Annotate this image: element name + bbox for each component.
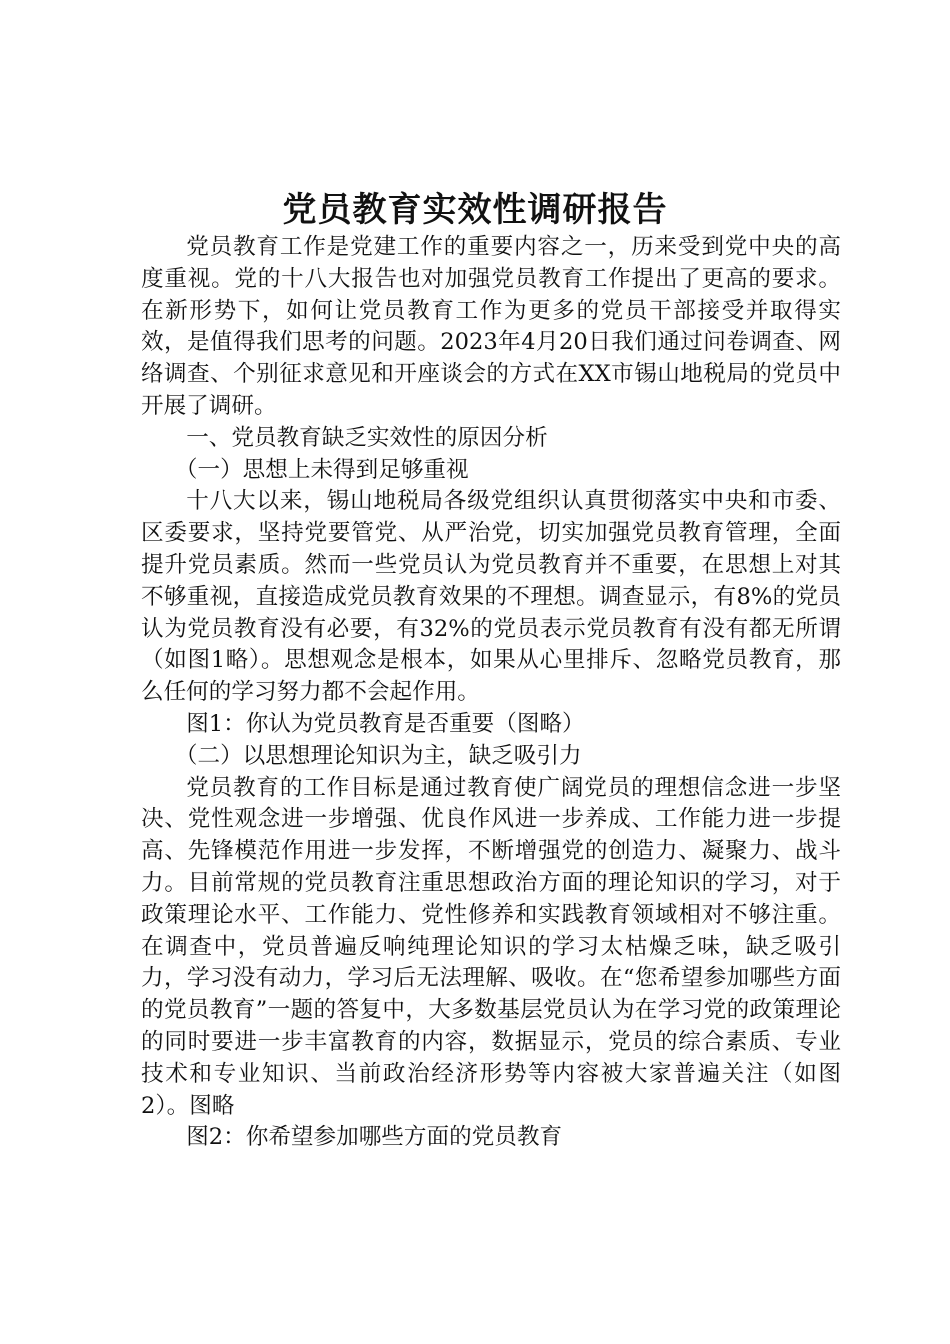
figure-caption-2: 图2：你希望参加哪些方面的党员教育 — [186, 1124, 563, 1151]
intro-paragraph: 党员教育工作是党建工作的重要内容之一，历来受到党中央的高度重视。党的十八大报告也对加强党员教育工作提出了更高的要求。在新形势下，如何让党员教育工作为更多的党员干部接受并取得实效，是值得我们思考的问题。2023年4月20日我们通过问卷调查、网络调查、个别征求意见和开座谈会的方式在XX市锡山地税局的党员中开展了调研。 — [141, 234, 841, 419]
subsection-heading-1: （一）思想上未得到足够重视 — [174, 456, 469, 483]
subsection-heading-2: （二）以思想理论知识为主，缺乏吸引力 — [174, 742, 582, 769]
figure-caption-1: 图1：你认为党员教育是否重要（图略） — [186, 710, 585, 737]
document-body — [141, 232, 841, 1154]
document-title: 党员教育实效性调研报告 — [282, 190, 668, 230]
subsection-body-2: 党员教育的工作目标是通过教育使广阔党员的理想信念进一步坚决、党性观念进一步增强、优良作风进一步养成、工作能力进一步提高、先锋模范作用进一步发挥，不断增强党的创造力、凝聚力、战斗力。目前常规的党员教育注重思想政治方面的理论知识的学习，对于政策理论水平、工作能力、党性修养和实践教育领域相对不够注重。在调查中，党员普遍反响纯理论知识的学习太枯燥乏味，缺乏吸引力，学习没有动力，学习后无法理解、吸收。在“您希望参加哪些方面的党员教育”一题的答复中，大多数基层党员认为在学习党的政策理论的同时要进一步丰富教育的内容，数据显示，党员的综合素质、专业技术和专业知识、当前政治经济形势等内容被大家普遍关注（如图2）。图略 — [141, 774, 841, 1119]
subsection-body-1: 十八大以来，锡山地税局各级党组织认真贯彻落实中央和市委、区委要求，坚持党要管党、从严治党，切实加强党员教育管理，全面提升党员素质。然而一些党员认为党员教育并不重要，在思想上对其不够重视，直接造成党员教育效果的不理想。调查显示，有8%的党员认为党员教育没有必要，有32%的党员表示党员教育有没有都无所谓（如图1略）。思想观念是根本，如果从心里排斥、忽略党员教育，那么任何的学习努力都不会起作用。 — [141, 488, 841, 706]
section-heading-1: 一、党员教育缺乏实效性的原因分析 — [186, 424, 548, 451]
